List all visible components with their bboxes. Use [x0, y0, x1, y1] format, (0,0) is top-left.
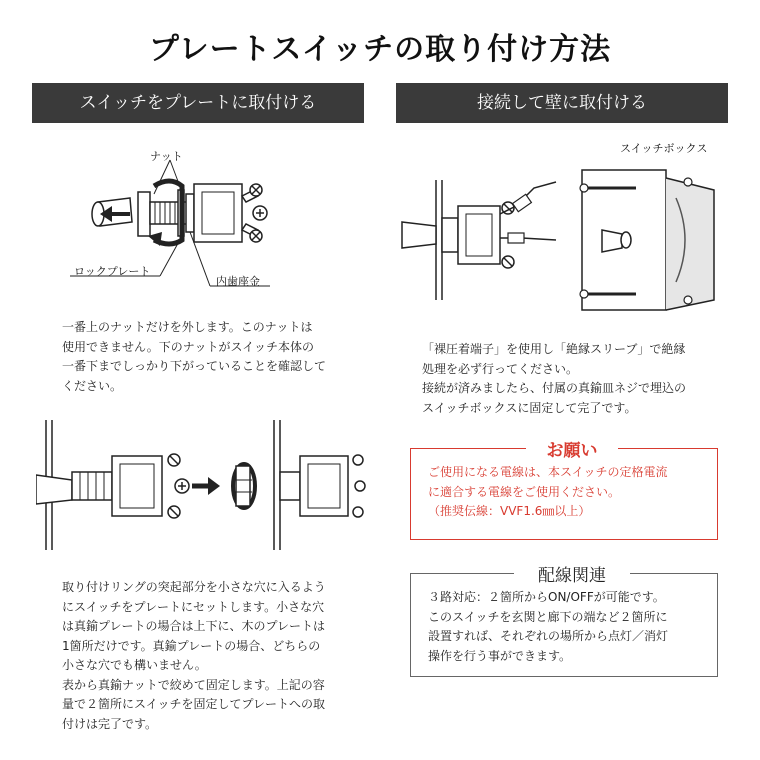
step2-instructions: 取り付けリングの突起部分を小さな穴に入るよう にスイッチをプレートにセットします。小さな穴 は真鍮プレートの場合は上下に、木のプレートは 1箇所だけです。真鍮プレートの場合、どちらの 小さな穴でも構いません。 表から真鍮ナットで絞めて固定します。上記の容 量で２箇所にスイッチを固定してプレートへの取 付けは完了です。 — [62, 580, 326, 731]
left-section-banner: スイッチをプレートに取付ける — [32, 83, 364, 123]
mounting-sequence-diagram — [36, 420, 366, 550]
washer-label: 内歯座金 — [216, 275, 260, 288]
right-section-banner: 接続して壁に取付ける — [396, 83, 728, 123]
lock-plate-label: ロックプレート — [74, 265, 151, 278]
notice-text: ご使用になる電線は、本スイッチの定格電流 に適合する電線をご使用ください。 （推奨伝線：VVF1.6㎜以上） — [428, 465, 668, 518]
wiring-title: 配線関連 — [514, 561, 630, 586]
notice-title: お願い — [526, 436, 618, 461]
connection-instructions: 「裸圧着端子」を使用し「絶縁スリーブ」で絶縁 処理を必ず行ってください。 接続が済みましたら、付属の真鍮皿ネジで埋込の スイッチボックスに固定して完了です。 — [422, 342, 687, 415]
wiring-diagram — [396, 160, 728, 320]
switch-assembly-diagram — [70, 140, 300, 310]
page-title: プレートスイッチの取り付け方法 — [148, 32, 612, 67]
switch-box-label: スイッチボックス — [620, 142, 708, 155]
step1-instructions: 一番上のナットだけを外します。このナットは 使用できません。下のナットがスイッチ本体の 一番下までしっかり下がっていることを確認して ください。 — [62, 320, 327, 393]
wiring-text: ３路対応：２箇所からON/OFFが可能です。 このスイッチを玄関と廊下の端など２箇所に 設置すれば、それぞれの場所から点灯／消灯 操作を行う事ができます。 — [428, 590, 669, 663]
nut-label: ナット — [150, 150, 183, 163]
